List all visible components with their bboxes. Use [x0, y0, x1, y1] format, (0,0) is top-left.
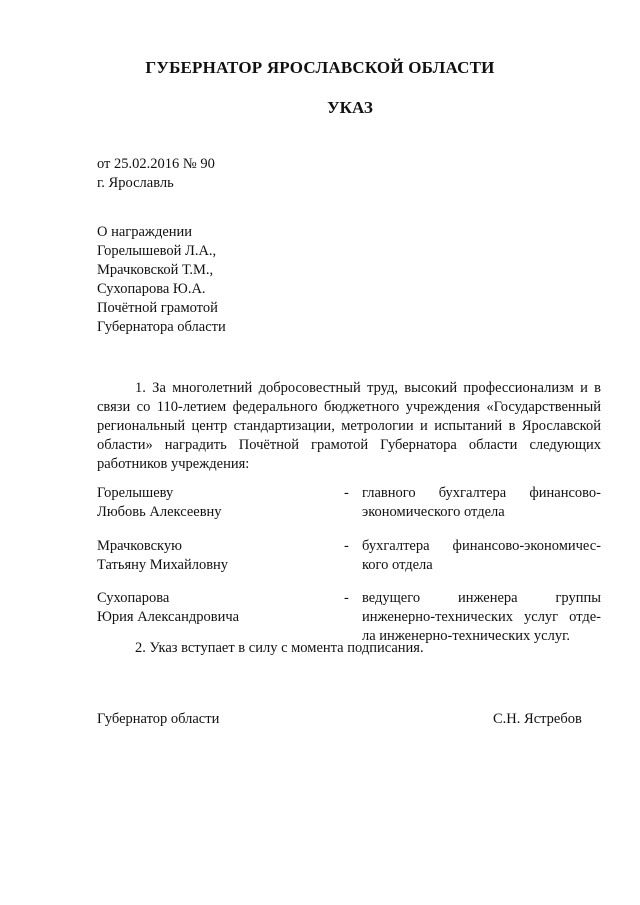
position-line: экономического отдела	[362, 504, 505, 520]
awardee-given-names: Татьяну Михайловну	[97, 557, 229, 573]
awardee-row	[97, 484, 601, 524]
awardee-surname: Горелышеву	[97, 485, 174, 501]
awardee-position	[362, 537, 601, 575]
awardee-surname: Сухопарова	[97, 590, 170, 606]
position-line: кого отдела	[362, 557, 433, 573]
paragraph-1	[97, 379, 601, 474]
document-heading: ГУБЕРНАТОР ЯРОСЛАВСКОЙ ОБЛАСТИ	[145, 58, 495, 77]
document-type: УКАЗ	[327, 98, 373, 117]
signatory-name: С.Н. Ястребов	[493, 711, 582, 727]
subject-line: Губернатора области	[97, 319, 226, 335]
position-line: инженерно-технических услуг отде-	[362, 609, 601, 625]
decree-meta	[97, 155, 215, 193]
decree-subject	[97, 223, 226, 337]
awardee-position	[362, 589, 601, 646]
awardee-surname: Мрачковскую	[97, 538, 182, 554]
awardee-row	[97, 537, 601, 577]
decree-date-number: от 25.02.2016 № 90	[97, 156, 215, 172]
subject-line: О награждении	[97, 224, 193, 240]
position-line: ла инженерно-технических услуг.	[362, 628, 571, 644]
awardee-name	[97, 589, 337, 627]
subject-line: Горелышевой Л.А.,	[97, 243, 217, 259]
decree-city: г. Ярославль	[97, 175, 174, 191]
position-line: главного бухгалтера финансово-	[362, 485, 601, 501]
awardee-dash: -	[344, 538, 349, 554]
position-line: ведущего инженера группы	[362, 590, 601, 606]
awardee-name	[97, 484, 337, 522]
subject-line: Сухопарова Ю.А.	[97, 281, 206, 297]
awardee-dash: -	[344, 590, 349, 606]
subject-line: Мрачковской Т.М.,	[97, 262, 214, 278]
subject-line: Почётной грамотой	[97, 300, 218, 316]
paragraph-1-text: 1. За многолетний добросовестный труд, высокий профессионализм и в связи со 110-летием федерального бюджетного учреждения «Государственный региональный центр стандартизации, метрологии и испытаний в Ярославской области» наградить Почётной грамотой Губернатора области следующих работников учреждения:	[97, 380, 601, 472]
position-line: бухгалтера финансово-экономичес-	[362, 538, 601, 554]
awardee-dash: -	[344, 485, 349, 501]
awardee-given-names: Любовь Алексеевну	[97, 504, 222, 520]
paragraph-2: 2. Указ вступает в силу с момента подписания.	[135, 640, 424, 656]
signatory-title: Губернатор области	[97, 711, 220, 727]
awardee-position	[362, 484, 601, 522]
awardee-given-names: Юрия Александровича	[97, 609, 240, 625]
awardee-name	[97, 537, 337, 575]
